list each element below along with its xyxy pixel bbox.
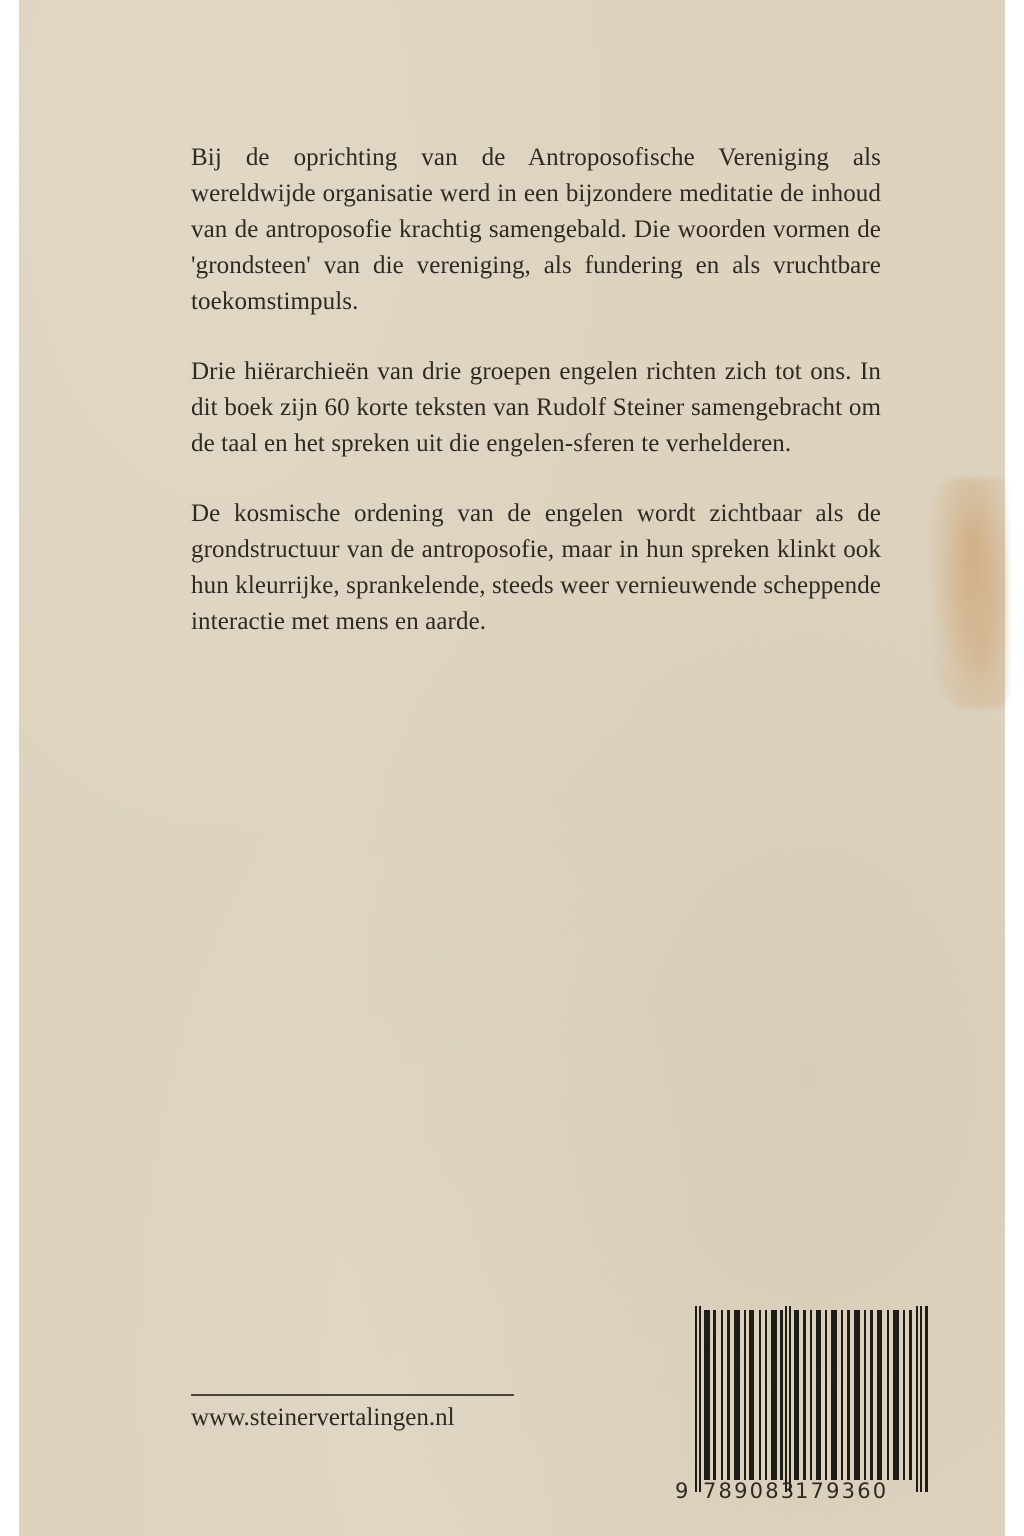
website-link[interactable]: www.steinervertalingen.nl [191,1404,455,1431]
isbn-barcode [673,1306,935,1502]
barcode-icon [673,1306,935,1502]
barcode-right-group: 179360 [795,1479,889,1502]
blurb-paragraph-1: Bij de oprichting van de Antroposofische Vereniging als wereldwijde organisatie werd in een bijzondere meditatie de inhoud van de antroposofie krachtig samengebald. Die woorden vormen de 'grondsteen' van die vereniging, als fundering en als vruchtbare toekomstimpuls. [191,144,881,315]
barcode-first-digit: 9 [675,1479,689,1502]
paper-stain [919,478,1009,708]
blurb [191,140,881,674]
barcode-left-group: 789083 [703,1479,797,1502]
footer-divider [191,1394,514,1396]
book-back-cover [19,0,1005,1536]
blurb-paragraph-2: Drie hiërarchieën van drie groepen engelen richten zich tot ons. In dit boek zijn 60 korte teksten van Rudolf Steiner samengebracht om de taal en het spreken uit die engelen-sferen te verhelderen. [191,358,881,457]
blurb-paragraph-3: De kosmische ordening van de engelen wordt zichtbaar als de grondstructuur van de antroposofie, maar in hun spreken klinkt ook hun kleurrijke, sprankelende, steeds weer vernieuwende scheppende interactie met mens en aarde. [191,500,881,635]
